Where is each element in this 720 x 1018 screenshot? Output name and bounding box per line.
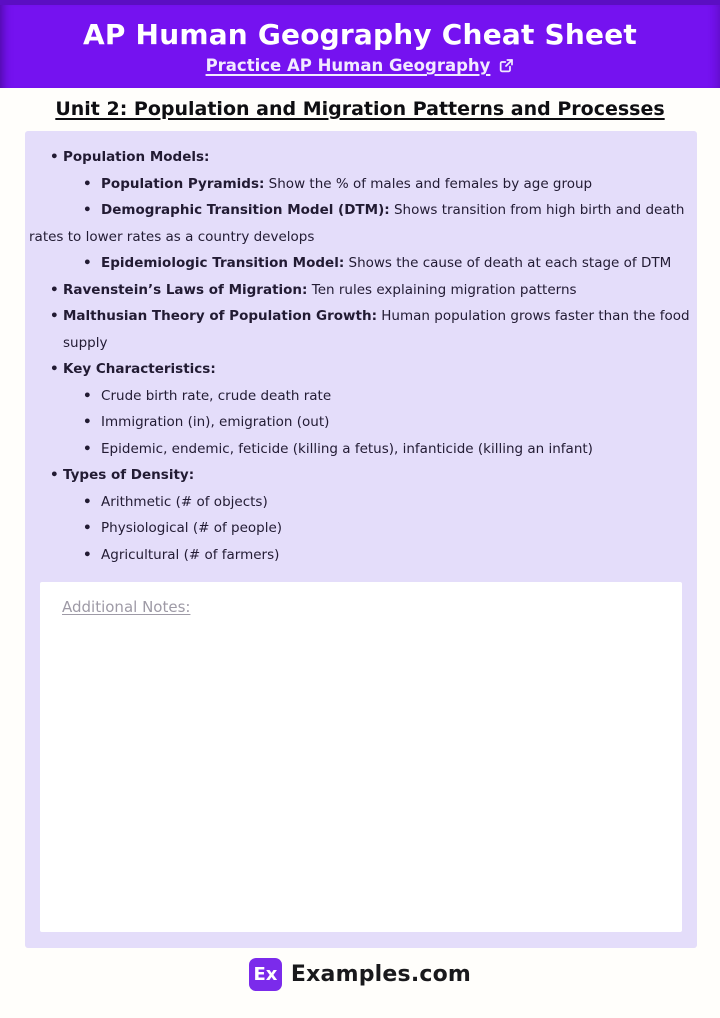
list-item-text: Epidemic, endemic, feticide (killing a fetus), infanticide (killing an infant) <box>101 440 593 457</box>
practice-link[interactable] <box>206 56 515 75</box>
list-item <box>29 197 693 250</box>
brand-name: Examples.com <box>290 962 472 987</box>
list-item <box>29 277 693 304</box>
list-item-text: Physiological (# of people) <box>101 520 283 536</box>
list-item <box>29 542 693 569</box>
list-item <box>29 489 693 516</box>
list-item-text: Crude birth rate, crude death rate <box>101 387 332 404</box>
list-item <box>29 250 693 277</box>
footer-brand[interactable] <box>0 958 720 991</box>
list-item <box>29 144 693 171</box>
list-item <box>29 409 693 436</box>
list-item-text: Agricultural (# of farmers) <box>101 546 280 563</box>
topic-list <box>29 144 693 568</box>
list-item-text: Immigration (in), emigration (out) <box>101 414 330 430</box>
list-item <box>29 383 693 410</box>
list-item <box>29 171 693 198</box>
list-item <box>29 303 693 356</box>
list-item-text: Shows transition from high birth and death rates to lower rates as a country develops <box>29 202 685 245</box>
list-item-text: Human population grows faster than the food supply <box>63 308 690 351</box>
list-item-term: Malthusian Theory of Population Growth: <box>63 308 377 324</box>
list-item-term: Ravenstein’s Laws of Migration: <box>63 281 308 298</box>
list-item-term: Types of Density: <box>63 467 195 483</box>
page-title: AP Human Geography Cheat Sheet <box>83 18 637 51</box>
list-item-term: Population Pyramids: <box>101 175 265 192</box>
page-body <box>0 98 720 991</box>
list-item-text: Show the % of males and females by age group <box>264 175 593 192</box>
notes-label: Additional Notes: <box>62 598 191 616</box>
header-banner <box>0 0 720 88</box>
list-item-text: Shows the cause of death at each stage of DTM <box>344 255 672 271</box>
cheat-sheet-panel <box>25 131 697 948</box>
brand-logo: Ex <box>249 958 282 991</box>
list-item-term: Demographic Transition Model (DTM): <box>101 202 390 218</box>
practice-link-label: Practice AP Human Geography <box>205 56 491 75</box>
list-item-term: Key Characteristics: <box>63 361 216 377</box>
list-item <box>29 462 693 489</box>
list-item-text: Arithmetic (# of objects) <box>101 493 268 510</box>
list-item-term: Population Models: <box>63 149 210 165</box>
unit-title: Unit 2: Population and Migration Patterns and Processes <box>55 98 665 120</box>
list-item <box>29 515 693 542</box>
list-item-text: Ten rules explaining migration patterns <box>307 281 577 298</box>
notes-box <box>40 582 682 932</box>
external-link-icon <box>498 58 514 74</box>
list-item <box>29 436 693 463</box>
list-item <box>29 356 693 383</box>
list-item-term: Epidemiologic Transition Model: <box>101 255 345 271</box>
